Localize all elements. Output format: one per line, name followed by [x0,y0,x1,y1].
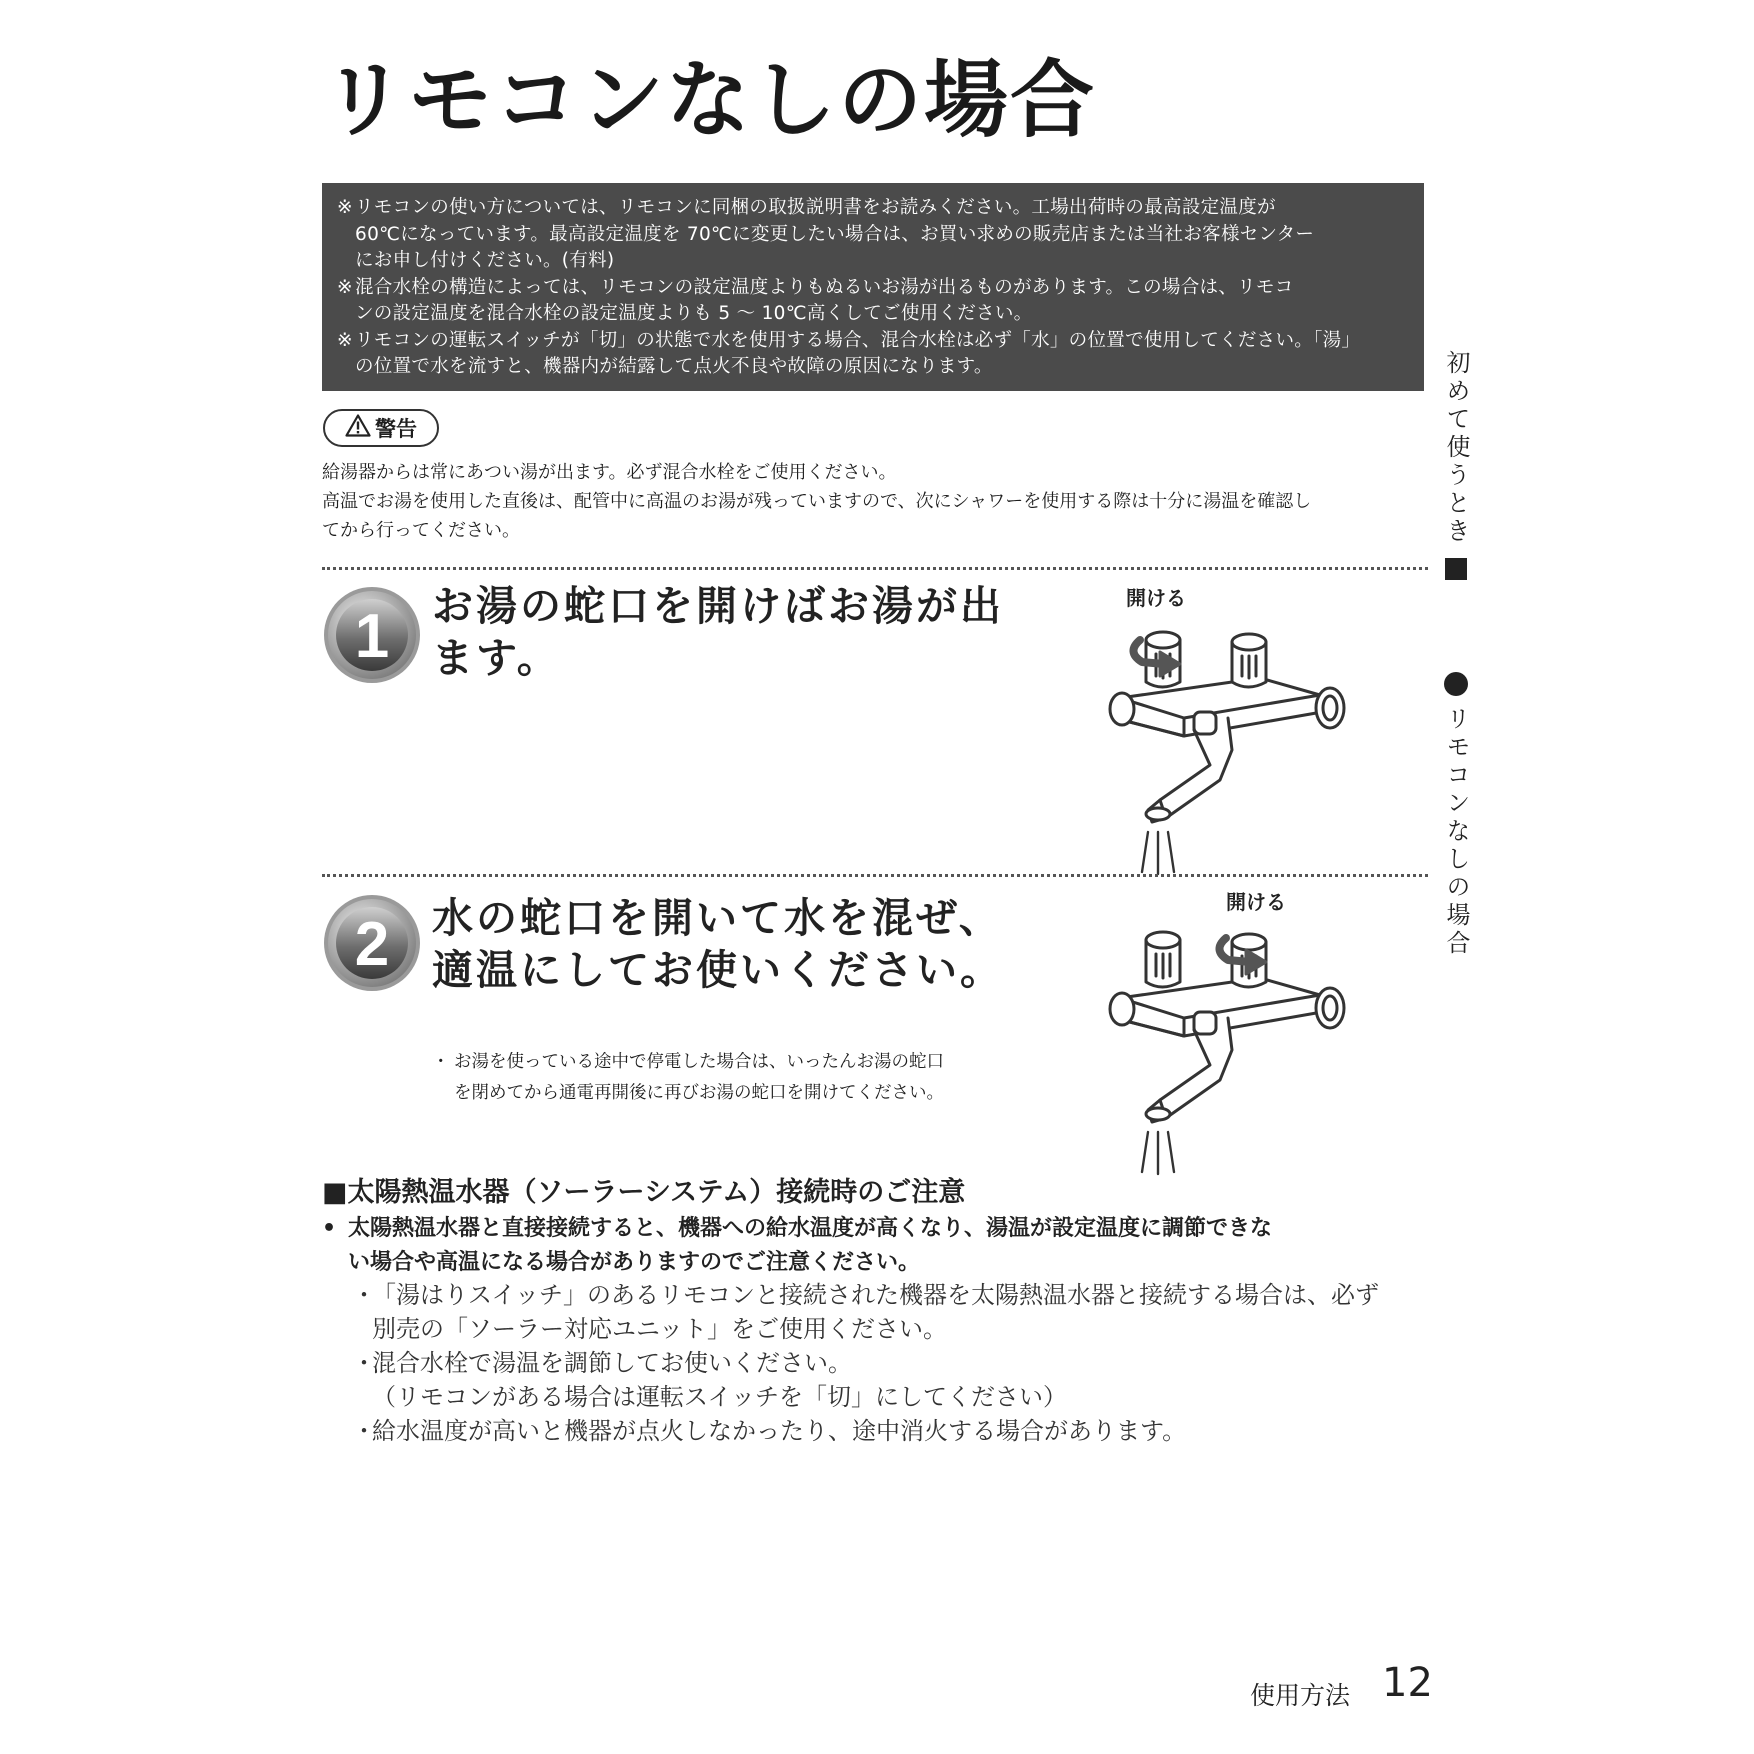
list-item: （リモコンがある場合は運転スイッチを「切」にしてください） [372,1383,1068,1411]
open-label: 開ける [1126,586,1186,610]
step-title: お湯の蛇口を開けばお湯が出 ます。 [432,582,1004,682]
warning-triangle-icon [345,414,371,442]
warning-line: てから行ってください。 [322,520,520,541]
square-marker-icon [1445,558,1467,580]
warning-line: 高温でお湯を使用した直後は、配管中に高温のお湯が残っていますので、次にシャワーを使用する際は十分に湯温を確認し [322,491,1312,512]
step-number-badge [322,585,422,685]
solar-heading: ■太陽熱温水器（ソーラーシステム）接続時のご注意 [322,1177,966,1208]
notice-line: ※ リモコンの運転スイッチが「切」の状態で水を使用する場合、混合水栓は必ず「水」の位置で使用してください。「湯」 [337,329,1361,351]
solar-lead: • 太陽熱温水器と直接接続すると、機器への給水温度が高くなり、湯温が設定温度に調節できな い場合や高温になる場合がありますのでご注意ください。 [322,1216,1273,1275]
step-note: ・ お湯を使っている途中で停電した場合は、いったんお湯の蛇口 を閉めてから通電再開後に再びお湯の蛇口を開けてください。 [432,1052,944,1103]
step-number: 2 [354,910,390,979]
notice-line: ※ 混合水栓の構造によっては、リモコンの設定温度よりもぬるいお湯が出るものがあります。この場合は、リモコ [337,276,1294,298]
list-item: ・ 混合水栓で湯温を調節してお使いください。 [352,1349,852,1377]
page-title: リモコンなしの場合 [322,51,1097,149]
warning-label: 警告 [375,417,417,441]
notice-line: ※ リモコンの使い方については、リモコンに同梱の取扱説明書をお読みください。工場出荷時の最高設定温度が [337,197,1276,218]
list-item: ・ 給水温度が高いと機器が点火しなかったり、途中消火する場合があります。 [352,1417,1187,1445]
notice-box [322,183,1424,391]
step-number: 1 [354,602,390,671]
step-number-badge [322,893,422,993]
notice-line: にお申し付けください。(有料) [355,250,615,271]
footer-section-label: 使用方法 [1250,1681,1351,1710]
step-title: 水の蛇口を開いて水を混ぜ、 適温にしてお使いください。 [432,894,1004,994]
warning-line: 給湯器からは常にあつい湯が出ます。必ず混合水栓をご使用ください。 [322,462,897,483]
list-item: ・ 「湯はりスイッチ」のあるリモコンと接続された機器を太陽熱温水器と接続する場合は、必ず [352,1281,1380,1309]
section-label: リモコンなしの場合 [1442,706,1470,958]
notice-line: ンの設定温度を混合水栓の設定温度よりも 5 ～ 10℃高くしてご使用ください。 [355,303,1033,324]
warning-text [322,458,1432,545]
open-label: 開ける [1226,890,1286,914]
notice-line: 60℃になっています。最高設定温度を 70℃に変更したい場合は、お買い求めの販売店または当社お客様センター [355,223,1315,245]
faucet-illustration [1100,600,1360,880]
notice-line: の位置で水を流すと、機器内が結露して点火不良や故障の原因になります。 [355,356,993,377]
side-tab [1438,350,1474,958]
divider [322,567,1428,570]
page-number: 12 [1382,1660,1433,1706]
circle-bullet-icon [1444,672,1468,696]
warning-badge [323,409,439,447]
divider [322,874,1428,877]
faucet-illustration [1100,900,1360,1180]
list-item: 別売の「ソーラー対応ユニット」をご使用ください。 [372,1315,948,1343]
chapter-label: 初めて使うとき [1442,350,1470,546]
solar-notes [352,1278,1379,1448]
